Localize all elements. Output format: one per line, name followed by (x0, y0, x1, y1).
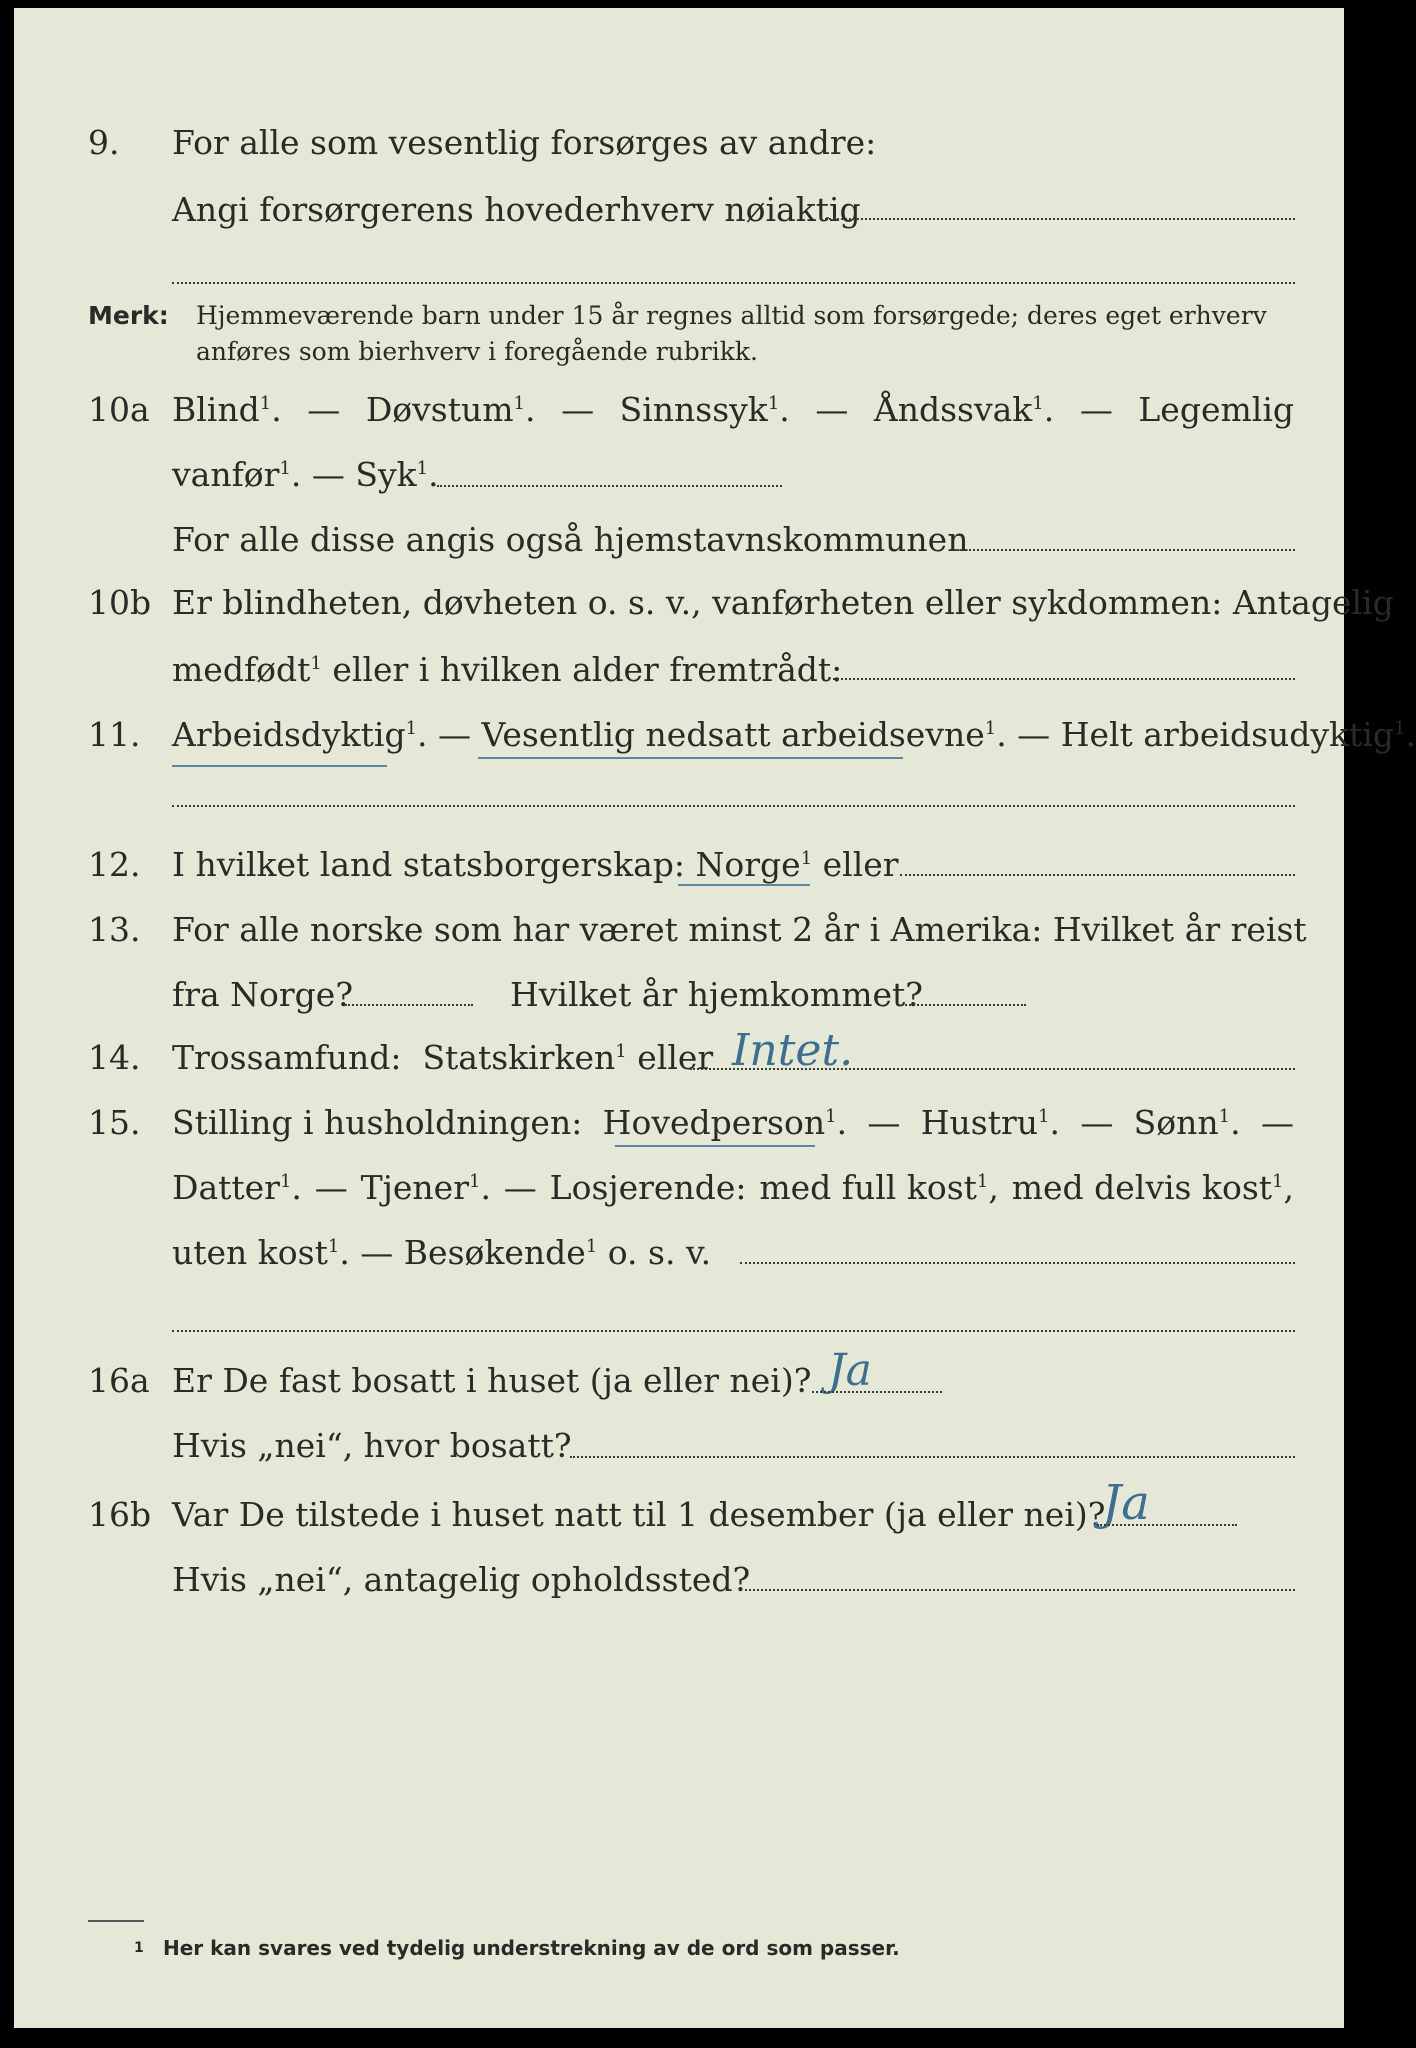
question-9-line2 (0, 185, 1378, 235)
footnote-mark: 1 (134, 1940, 144, 1956)
question-text: Angi forsørgerens hovederhverv nøiaktig (172, 190, 861, 229)
question-12 (0, 840, 1378, 890)
question-text: fra Norge? (172, 975, 354, 1014)
question-number: 16a (88, 1361, 150, 1400)
question-16a-line2 (0, 1421, 1378, 1471)
question-text: Trossamfund: Statskirken$^1$ eller (172, 1038, 714, 1077)
handwritten-underline (478, 757, 903, 759)
note-text: Hjemmeværende barn under 15 år regnes alltid som forsørgede; deres eget erhverv (196, 301, 1267, 330)
question-16a (0, 1356, 1378, 1406)
answer-line-q13-hjemkommet[interactable] (898, 1004, 1026, 1006)
question-text: Hvilket år hjemkommet? (510, 975, 923, 1014)
answer-line-q15[interactable] (740, 1262, 1295, 1264)
option-full-kost[interactable]: med full kost$^1$, (759, 1168, 999, 1207)
option-delvis-kost[interactable]: med delvis kost$^1$, (1011, 1168, 1294, 1207)
separator: — (1079, 390, 1113, 429)
question-14 (0, 1033, 1378, 1083)
handwritten-underline (172, 765, 387, 767)
option-dovstum[interactable]: Døvstum$^1$. (365, 390, 536, 429)
note-label: Merk: (88, 301, 169, 330)
footnote (0, 1930, 1378, 1980)
question-number: 14. (88, 1038, 141, 1077)
question-15-line2 (0, 1163, 1378, 1213)
question-number: 10b (88, 583, 152, 622)
question-text: Er De fast bosatt i huset (ja eller nei)? (172, 1361, 812, 1400)
answer-line-q10a-syk[interactable] (437, 485, 782, 487)
question-10a-line3 (0, 515, 1378, 565)
question-text: For alle som vesentlig forsørges av andre: (172, 123, 877, 162)
option-uten-kost[interactable]: uten kost$^1$. (172, 1233, 350, 1272)
answer-line-q11[interactable] (172, 805, 1295, 807)
answer-line-q9[interactable] (820, 218, 1295, 220)
separator: — (561, 390, 595, 429)
question-number: 9. (88, 123, 120, 162)
option-blind[interactable]: Blind$^1$. (172, 390, 282, 429)
question-15-line3 (0, 1228, 1378, 1278)
question-10a-line2 (0, 450, 1378, 500)
option-sinnssyk[interactable]: Sinnssyk$^1$. (619, 390, 790, 429)
answer-line-q15-extra[interactable] (172, 1330, 1295, 1332)
footnote-text: Her kan svares ved tydelig understrekning av de ord som passer. (163, 1936, 900, 1960)
question-number: 11. (88, 715, 141, 754)
question-16b (0, 1490, 1378, 1540)
answer-line-q14[interactable] (690, 1068, 1295, 1070)
answer-line-q16a[interactable] (812, 1391, 942, 1393)
question-text: Hvis „nei“, hvor bosatt? (172, 1426, 572, 1465)
question-13 (0, 905, 1378, 955)
option-list: Stilling i husholdningen: Hovedperson$^1$. — Hustru$^1$. — Sønn$^1$. — (172, 1098, 1294, 1148)
handwritten-underline (678, 884, 810, 886)
option-legemlig[interactable]: Legemlig (1138, 390, 1294, 429)
question-text: medfødt$^1$ eller i hvilken alder fremtrådt: (172, 650, 843, 689)
question-16b-line2 (0, 1555, 1378, 1605)
question-text: For alle disse angis også hjemstavnskommunen (172, 520, 969, 559)
note-text: anføres som bierhverv i foregående rubrikk. (196, 337, 758, 366)
answer-line-q16a-bosatt[interactable] (570, 1456, 1295, 1458)
question-10b-line2 (0, 645, 1378, 695)
handwritten-answer-q14: Intet. (732, 1025, 854, 1076)
answer-line-q16b[interactable] (1097, 1524, 1237, 1526)
handwritten-answer-q16b: Ja (1102, 1475, 1150, 1531)
answer-line-q10b[interactable] (828, 678, 1295, 680)
question-number: 13. (88, 910, 141, 949)
option-list (172, 385, 1294, 435)
question-number: 12. (88, 845, 141, 884)
separator: — (815, 390, 849, 429)
question-text: Er blindheten, døvheten o. s. v., vanførheten eller sykdommen: Antagelig (172, 583, 1394, 622)
question-text: I hvilket land statsborgerskap: Norge$^1$ eller (172, 845, 899, 884)
question-13-line2 (0, 970, 1378, 1020)
handwritten-underline (615, 1145, 815, 1147)
answer-line-q9-extra[interactable] (172, 282, 1295, 284)
answer-line-q13-reist[interactable] (345, 1004, 473, 1006)
footnote-rule (88, 1920, 144, 1922)
question-text: Hvis „nei“, antagelig opholdssted? (172, 1560, 751, 1599)
question-15 (0, 1098, 1378, 1148)
answer-line-q16b-opholdssted[interactable] (740, 1589, 1295, 1591)
note-line2 (0, 334, 1378, 384)
question-11 (0, 710, 1416, 760)
answer-line-q10a-kommune[interactable] (950, 549, 1295, 551)
question-text: Var De tilstede i huset natt til 1 desember (ja eller nei)? (172, 1495, 1106, 1534)
question-9 (0, 118, 1378, 168)
option-helt-arbeidsudyktig[interactable]: Helt arbeidsudyktig (1060, 715, 1394, 754)
handwritten-answer-q16a: Ja (828, 1345, 872, 1396)
option-syk[interactable]: vanfør$^1$. — Syk$^1$. (172, 455, 439, 494)
question-text: For alle norske som har været minst 2 år i Amerika: Hvilket år reist (172, 910, 1307, 949)
question-number: 10a (88, 390, 150, 429)
question-text: Arbeidsdyktig$^1$. — Vesentlig nedsatt arbeidsevne$^1$. — Helt arbeidsudyktig$^1$. (172, 715, 1416, 754)
answer-line-q12[interactable] (900, 874, 1295, 876)
option-vesentlig-nedsatt[interactable]: Vesentlig nedsatt arbeidsevne (481, 715, 985, 754)
question-10a (0, 385, 1378, 435)
option-list: Datter$^1$. — Tjener$^1$. — Losjerende: med full kost$^1$, med delvis kost$^1$, (172, 1163, 1294, 1213)
option-sonn[interactable]: Sønn$^1$. (1133, 1103, 1241, 1142)
option-datter[interactable]: Datter$^1$. (172, 1168, 302, 1207)
separator: — (307, 390, 341, 429)
option-arbeidsdyktig[interactable]: Arbeidsdyktig (172, 715, 406, 754)
option-norge[interactable]: Norge (695, 845, 801, 884)
option-besokende[interactable]: Besøkende$^1$ (403, 1233, 598, 1272)
question-10b (0, 578, 1394, 628)
question-number: 15. (88, 1103, 141, 1142)
option-andssvak[interactable]: Åndssvak$^1$. (873, 390, 1055, 429)
option-hustru[interactable]: Hustru$^1$. (920, 1103, 1060, 1142)
option-hovedperson[interactable]: Hovedperson$^1$. (602, 1103, 848, 1142)
option-tjener[interactable]: Tjener$^1$. (360, 1168, 491, 1207)
question-text: uten kost$^1$. — Besøkende$^1$ o. s. v. (172, 1233, 712, 1272)
question-number: 16b (88, 1495, 152, 1534)
